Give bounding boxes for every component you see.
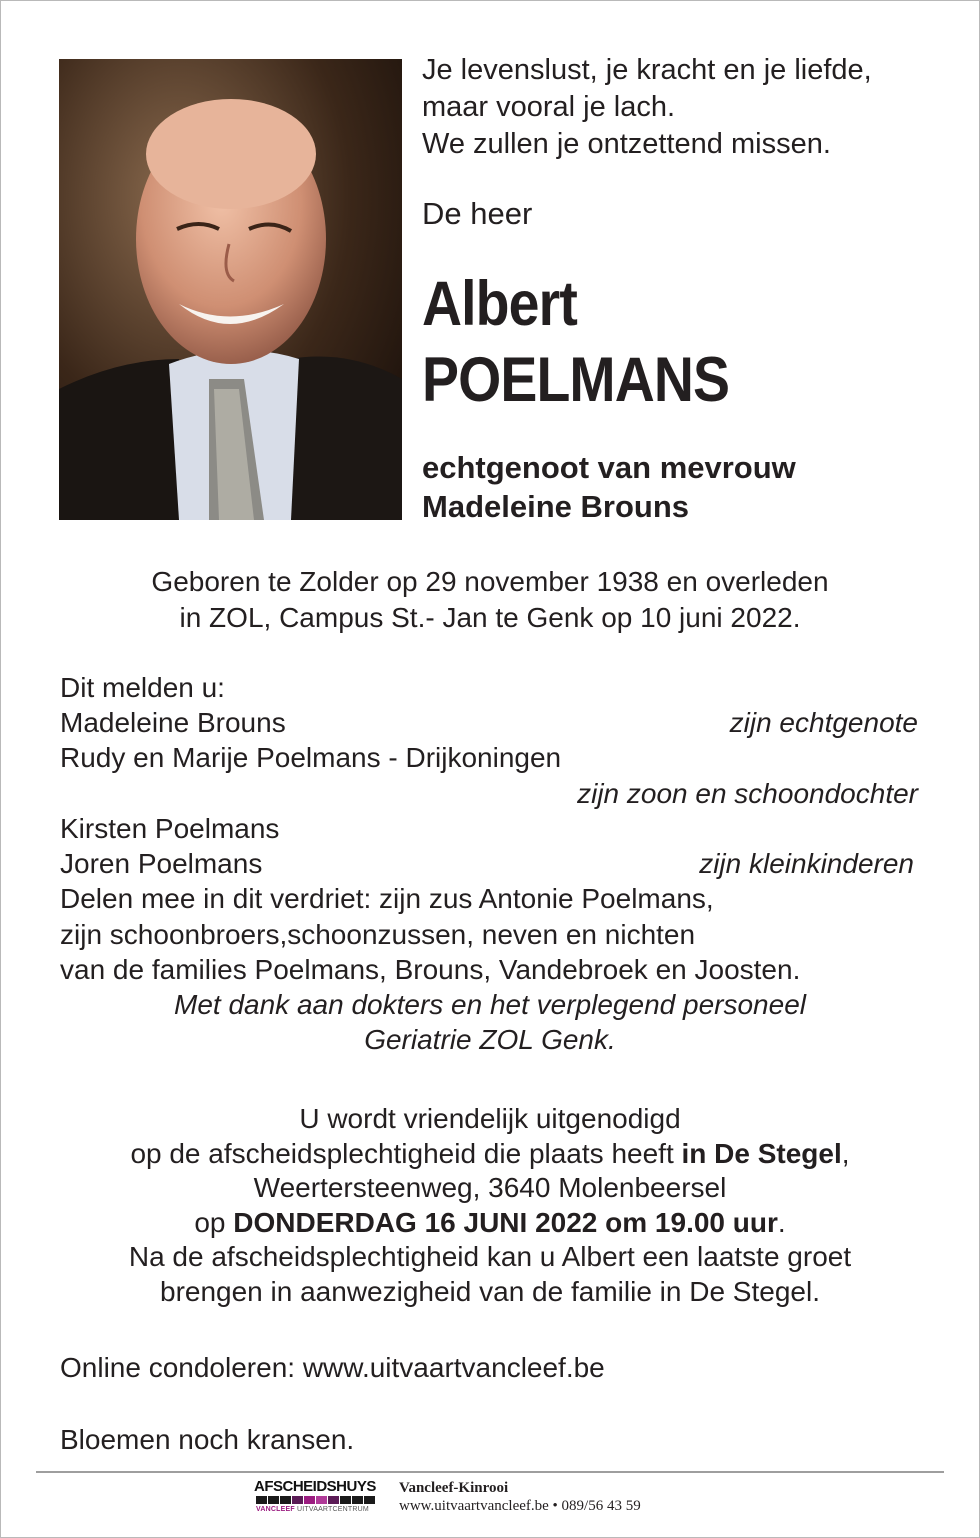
- venue: in De Stegel: [681, 1137, 842, 1169]
- funeral-home-name: Vancleef-Kinrooi: [399, 1480, 509, 1496]
- invite-line: op de afscheidsplechtigheid die plaats heeft in De Stegel,: [130, 1137, 850, 1169]
- logo-subtitle: VANCLEEF UITVAARTCENTRUM: [256, 1506, 369, 1513]
- family-member-name: Kirsten Poelmans: [60, 813, 280, 844]
- died-line: in ZOL, Campus St.- Jan te Genk op 10 juni 2022.: [179, 602, 801, 633]
- spouse-line: echtgenoot van mevrouw: [422, 450, 796, 485]
- footer-divider: [36, 1471, 944, 1473]
- share-line: zijn schoonbroers,schoonzussen, neven en nichten: [60, 919, 696, 950]
- spouse-name: Madeleine Brouns: [422, 489, 689, 524]
- poem-line: Je levenslust, je kracht en je liefde,: [422, 54, 872, 86]
- logo-color-block: [352, 1496, 363, 1504]
- invite-line: brengen in aanwezigheid van de familie in De Stegel.: [160, 1275, 820, 1307]
- family-member-name: Madeleine Brouns: [60, 707, 286, 738]
- logo-color-block: [304, 1496, 315, 1504]
- family-relation: zijn echtgenote: [729, 707, 918, 738]
- logo-color-block: [256, 1496, 267, 1504]
- family-member-name: Rudy en Marije Poelmans - Drijkoningen: [60, 742, 562, 773]
- born-line: Geboren te Zolder op 29 november 1938 en overleden: [151, 566, 829, 597]
- logo-color-block: [268, 1496, 279, 1504]
- family-relation: zijn zoon en schoondochter: [577, 778, 918, 809]
- ceremony-datetime: DONDERDAG 16 JUNI 2022 om 19.00 uur: [233, 1206, 778, 1238]
- invite-date: op DONDERDAG 16 JUNI 2022 om 19.00 uur.: [194, 1206, 786, 1238]
- logo-wordmark: AFSCHEIDSHUYS: [254, 1478, 376, 1495]
- portrait-photo: [59, 59, 402, 520]
- invite-line: U wordt vriendelijk uitgenodigd: [299, 1103, 681, 1134]
- logo-color-block: [340, 1496, 351, 1504]
- invitation: [0, 1102, 980, 1309]
- flowers-note: Bloemen noch kransen.: [60, 1424, 355, 1455]
- spouse-info: [422, 448, 796, 526]
- family-member-name: Joren Poelmans: [60, 848, 263, 879]
- invite-line: Na de afscheidsplechtigheid kan u Albert een laatste groet: [128, 1241, 852, 1272]
- family-relation: zijn kleinkinderen: [699, 848, 914, 879]
- condolences-link[interactable]: Online condoleren: www.uitvaartvancleef.be: [60, 1352, 605, 1383]
- poem: [422, 52, 872, 163]
- first-name: Albert: [422, 269, 577, 339]
- last-name: POELMANS: [422, 345, 730, 415]
- thanks-line: Met dank aan dokters en het verplegend personeel: [174, 989, 806, 1020]
- poem-line: maar vooral je lach.: [422, 91, 676, 123]
- logo-color-block: [316, 1496, 327, 1504]
- logo-color-block: [364, 1496, 375, 1504]
- logo-color-block: [292, 1496, 303, 1504]
- share-line: Delen mee in dit verdriet: zijn zus Antonie Poelmans,: [60, 883, 714, 914]
- honorific: De heer: [422, 196, 533, 231]
- logo-color-block: [280, 1496, 291, 1504]
- invite-address: Weertersteenweg, 3640 Molenbeersel: [253, 1172, 727, 1203]
- poem-line: We zullen je ontzettend missen.: [422, 128, 831, 160]
- funeral-home-logo: [254, 1478, 382, 1518]
- logo-color-block: [328, 1496, 339, 1504]
- funeral-home-contact[interactable]: www.uitvaartvancleef.be • 089/56 43 59: [399, 1498, 641, 1514]
- birth-death-info: [0, 564, 980, 636]
- share-line: van de families Poelmans, Brouns, Vandebroek en Joosten.: [60, 954, 801, 985]
- announce-intro: Dit melden u:: [60, 672, 225, 703]
- thanks-line: Geriatrie ZOL Genk.: [364, 1024, 616, 1055]
- logo-color-bar: [256, 1496, 375, 1504]
